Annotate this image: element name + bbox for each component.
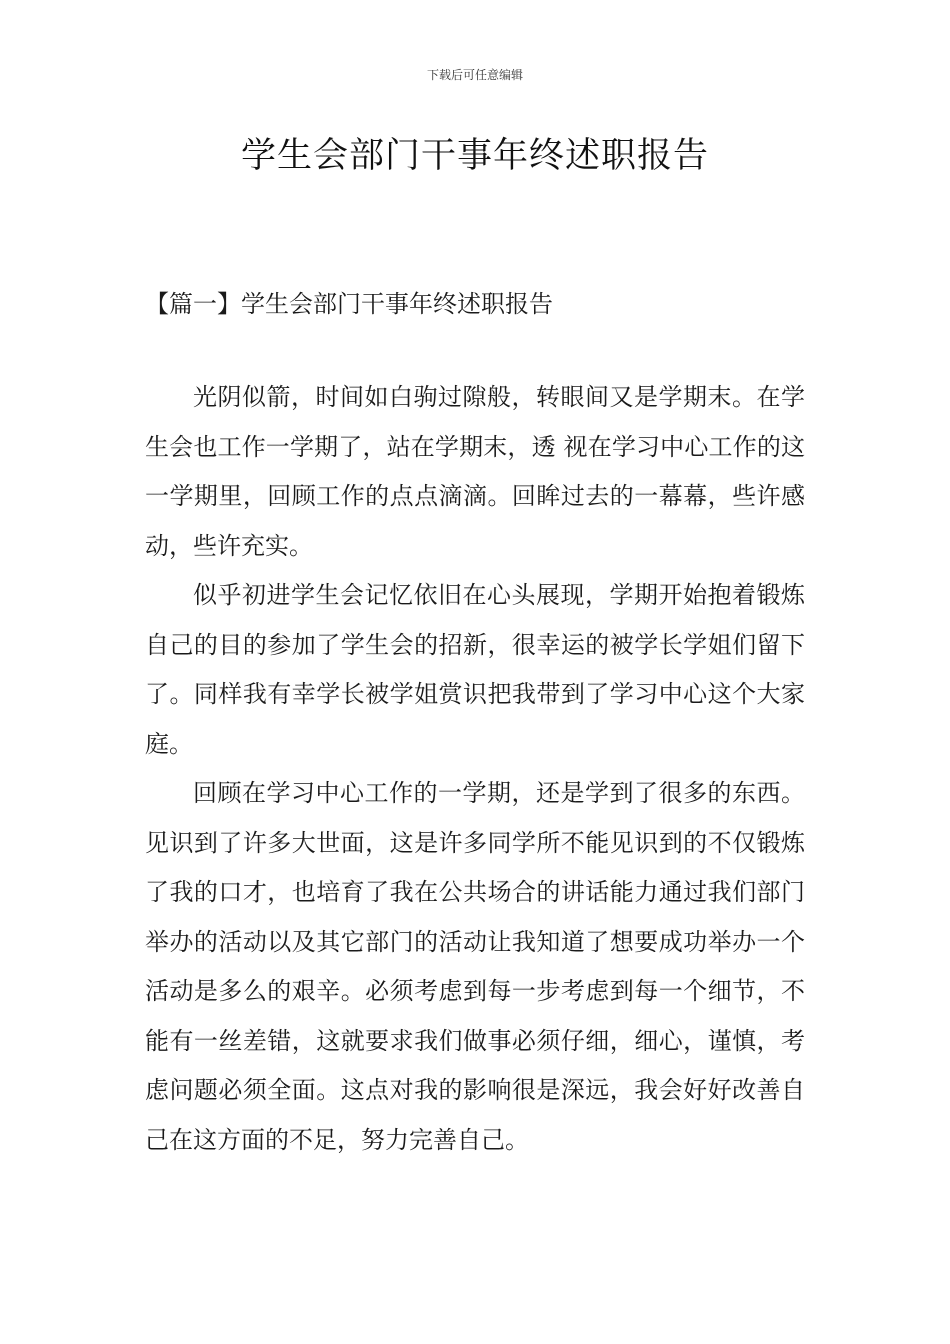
document-body	[145, 373, 805, 1165]
paragraph-2: 似乎初进学生会记忆依旧在心头展现，学期开始抱着锻炼自己的目的参加了学生会的招新，很幸运的被学长学姐们留下了。同样我有幸学长被学姐赏识把我带到了学习中心这个大家庭。	[145, 581, 805, 758]
header-note: 下载后可任意编辑	[426, 68, 523, 82]
document-title: 学生会部门干事年终述职报告	[240, 136, 709, 176]
paragraph-1: 光阴似箭，时间如白驹过隙般，转眼间又是学期末。在学生会也工作一学期了，站在学期末，透 视在学习中心工作的这一学期里，回顾工作的点点滴滴。回眸过去的一幕幕，些许感动，些许充实。	[145, 383, 805, 560]
paragraph-3: 回顾在学习中心工作的一学期，还是学到了很多的东西。见识到了许多大世面，这是许多同学所不能见识到的不仅锻炼了我的口才，也培育了我在公共场合的讲话能力通过我们部门举办的活动以及其它部门的活动让我知道了想要成功举办一个活动是多么的艰辛。必须考虑到每一步考虑到每一个细节，不能有一丝差错，这就要求我们做事必须仔细，细心，谨慎，考虑问题必须全面。这点对我的影响很是深远，我会好好改善自己在这方面的不足，努力完善自己。	[145, 779, 805, 1154]
section-heading: 【篇一】学生会部门干事年终述职报告	[145, 290, 553, 318]
